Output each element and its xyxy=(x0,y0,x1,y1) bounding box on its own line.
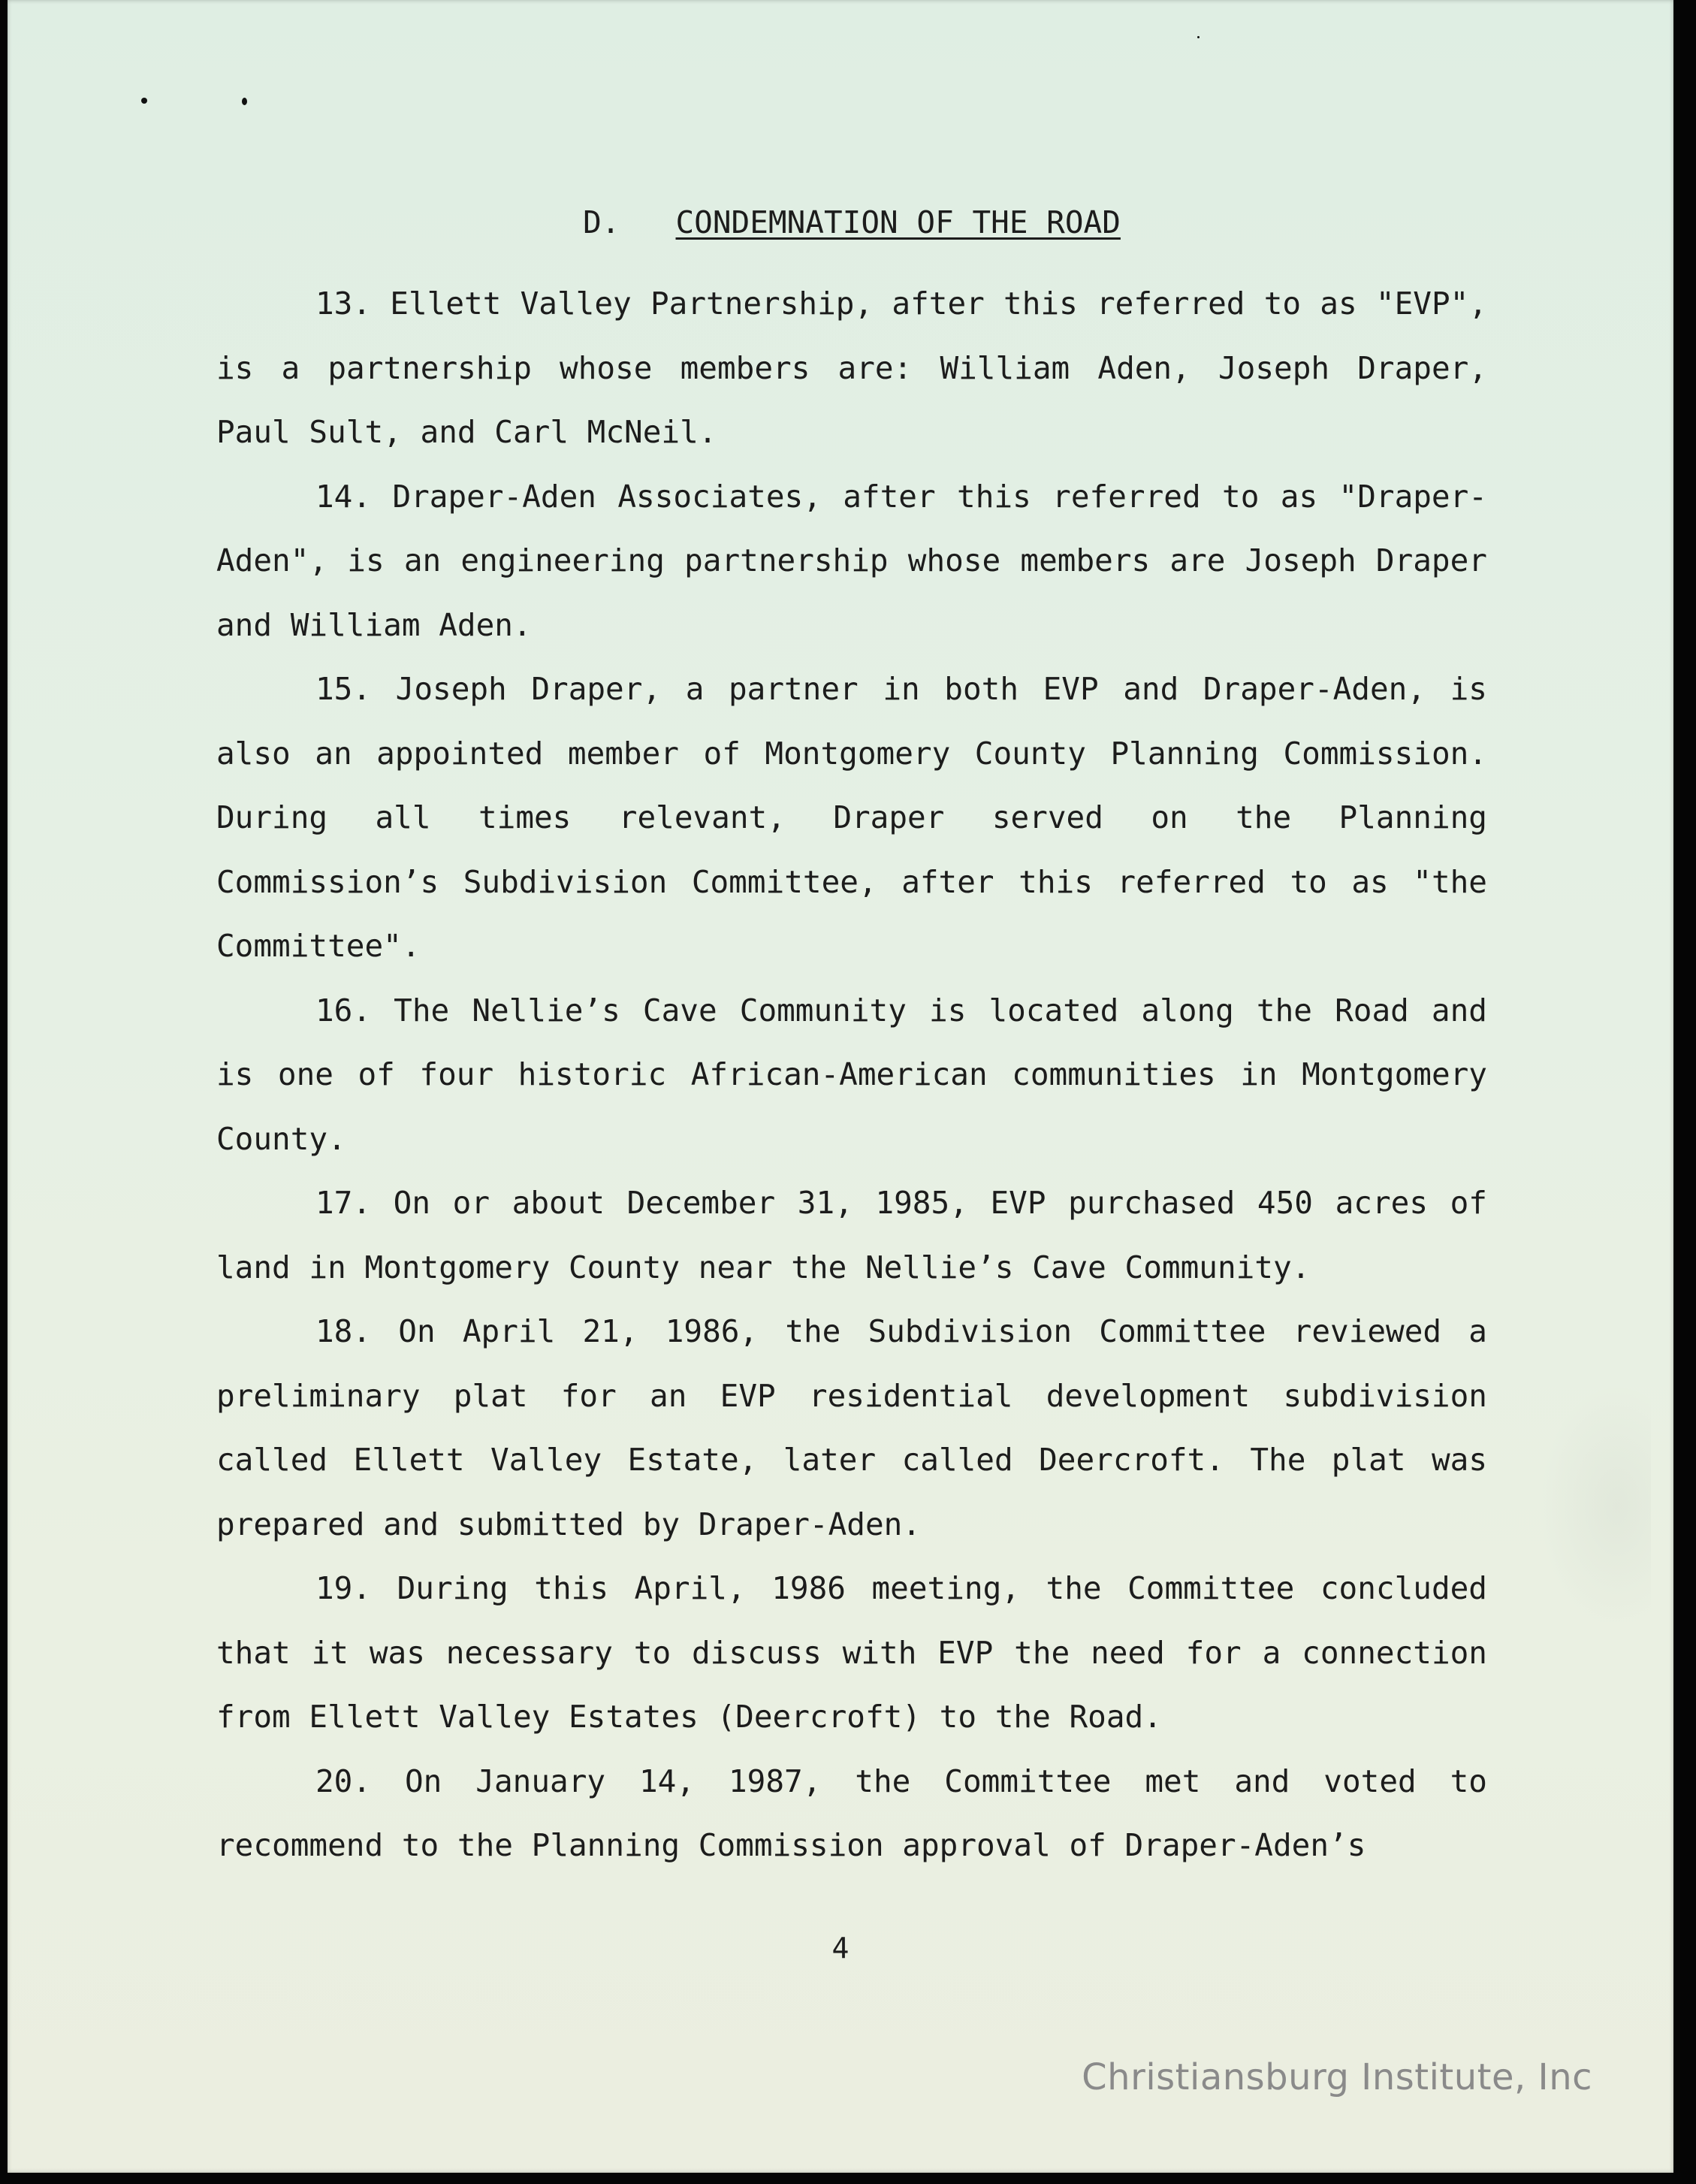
paragraph-number: 14. xyxy=(315,478,372,515)
paragraph-14 xyxy=(216,465,1487,658)
paragraph-19 xyxy=(216,1557,1487,1750)
paragraph-text: On April 21, 1986, the Subdivision Committee reviewed a preliminary plat for an EVP residential development subdivision called Ellett Valley Estate, later called Deercroft. The plat was prepared and submitted by Draper-Aden. xyxy=(216,1313,1487,1542)
paragraph-text: On or about December 31, 1985, EVP purchased 450 acres of land in Montgomery County near the Nellie’s Cave Community. xyxy=(216,1185,1487,1285)
paragraph-13 xyxy=(216,272,1487,465)
paragraph-20 xyxy=(216,1750,1487,1878)
section-title: CONDEMNATION OF THE ROAD xyxy=(675,204,1121,240)
paragraph-16 xyxy=(216,979,1487,1172)
paragraph-text: Ellett Valley Partnership, after this referred to as "EVP", is a partnership whose members are: William Aden, Joseph Draper, Paul Sult, and Carl McNeil. xyxy=(216,285,1487,450)
paragraph-17 xyxy=(216,1171,1487,1300)
paragraph-number: 19. xyxy=(315,1570,372,1606)
paragraph-number: 15. xyxy=(315,671,372,707)
paragraph-text: The Nellie’s Cave Community is located along the Road and is one of four historic African-American communities in Montgomery County. xyxy=(216,992,1487,1157)
paragraph-text: Joseph Draper, a partner in both EVP and Draper-Aden, is also an appointed member of Montgomery County Planning Commission. During all times relevant, Draper served on the Planning Commission’s Subdivision Committee, after this referred to as "the Committee". xyxy=(216,671,1487,964)
paragraph-number: 17. xyxy=(315,1185,372,1221)
reverse-side-bleed xyxy=(1538,1382,1651,1630)
scan-speck xyxy=(1197,36,1200,38)
section-letter: D. xyxy=(583,204,620,240)
archive-watermark: Christiansburg Institute, Inc xyxy=(1082,2056,1592,2098)
section-heading xyxy=(216,203,1487,242)
scan-speck xyxy=(141,98,147,104)
paragraph-18 xyxy=(216,1300,1487,1557)
scan-speck xyxy=(242,98,247,105)
document-page xyxy=(8,0,1673,2173)
paragraph-15 xyxy=(216,657,1487,979)
paragraph-text: During this April, 1986 meeting, the Committee concluded that it was necessary to discuss with EVP the need for a connection from Ellett Valley Estates (Deercroft) to the Road. xyxy=(216,1570,1487,1735)
paragraph-number: 20. xyxy=(315,1763,372,1799)
paragraph-text: Draper-Aden Associates, after this referred to as "Draper-Aden", is an engineering partnership whose members are Joseph Draper and William Aden. xyxy=(216,478,1487,643)
document-body xyxy=(216,203,1487,1878)
paragraph-number: 18. xyxy=(315,1313,372,1349)
paragraph-number: 16. xyxy=(315,992,372,1029)
page-number: 4 xyxy=(831,1932,850,1965)
paragraph-number: 13. xyxy=(315,285,372,322)
paragraph-text: On January 14, 1987, the Committee met and voted to recommend to the Planning Commission approval of Draper-Aden’s xyxy=(216,1763,1487,1863)
